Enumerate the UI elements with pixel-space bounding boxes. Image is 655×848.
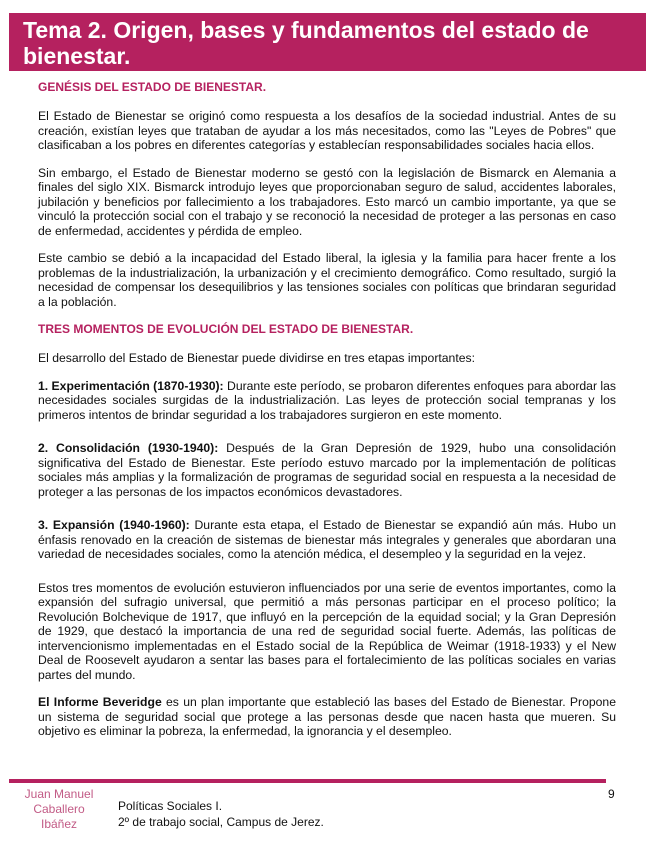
author-name [18,787,100,832]
section-heading-tres-momentos: TRES MOMENTOS DE EVOLUCIÓN DEL ESTADO DE BIENESTAR. [38,322,414,336]
stage-consolidacion [38,441,616,499]
stage-text: Después de la Gran Depresión de 1929, hubo una consolidación significativa del Estado de Bienestar. Este período estuvo marcado por la implementación de políticas sociales más amplias y la formalización de programas de seguridad social en respuesta a la necesidad de proteger a las personas de los impactos económicos devastadores. [38,441,616,499]
stage-text: Durante este período, se probaron diferentes enfoques para abordar las necesidades sociales surgidas de la industrialización. Las leyes de protección social tempranas y los primeros intentos de brindar seguridad a los trabajadores surgieron en este momento. [38,378,616,422]
paragraph: Sin embargo, el Estado de Bienestar moderno se gestó con la legislación de Bismarck en Alemania a finales del siglo XIX. Bismarck introdujo leyes que proporcionaban seguro de salud, accidentes laborales, jubilación y beneficios por fallecimiento a los trabajadores. Esto marcó un cambio importante, ya que se vinculó la protección social con el trabajo y se reconoció la necesidad de proteger a las personas en caso de enfermedad, accidentes y pérdida de empleo. [38,165,616,238]
course-name: Políticas Sociales I. [118,799,223,813]
footer-divider [9,779,606,783]
stage-expansion [38,518,616,562]
section-heading-genesis: GENÉSIS DEL ESTADO DE BIENESTAR. [38,80,267,94]
document-body [38,80,616,752]
paragraph: Este cambio se debió a la incapacidad del Estado liberal, la iglesia y la familia para hacer frente a los problemas de la industrialización, la urbanización y el crecimiento demográfico. Como resultado, surgió la necesidad de compensar los desequilibrios y las tensiones sociales con políticas que brindaran seguridad a la población. [38,251,616,309]
author-line: Ibáñez [40,817,78,831]
beveridge-text: es un plan importante que estableció las bases del Estado de Bienestar. Propone un sistema de seguridad social que protege a las personas desde que nacen hasta que mueren. Su objetivo es eliminar la pobreza, la enfermedad, la ignorancia y el desempleo. [38,695,616,738]
author-line: Juan Manuel [24,787,94,801]
course-info [118,798,324,830]
author-line: Caballero [33,802,85,816]
paragraph-beveridge [38,695,616,739]
document-title-text: Tema 2. Origen, bases y fundamentos del estado de bienestar. [23,17,589,69]
stage-label: 3. Expansión (1940-1960): [38,518,190,532]
beveridge-label: El Informe Beveridge [38,695,162,709]
paragraph-influences: Estos tres momentos de evolución estuvieron influenciados por una serie de eventos importantes, como la expansión del sufragio universal, que permitió a más personas participar en el proceso político; la Revolución Bolchevique de 1917, que influyó en la percepción de la equidad social; y la Gran Depresión de 1929, que destacó la importancia de una red de seguridad social fuerte. Además, las políticas de intervencionismo implementadas en el Estado social de la República de Weimar (1918-1933) y el New Deal de Roosevelt ayudaron a sentar las bases para el fortalecimiento de las políticas sociales en varias partes del mundo. [38,580,616,682]
paragraph: El Estado de Bienestar se originó como respuesta a los desafíos de la sociedad industrial. Antes de su creación, existían leyes que trataban de ayudar a los más necesitados, como las "Leyes de Pobres" que clasificaban a los pobres en diferentes categorías y establecían responsabilidades sociales hacia ellos. [38,109,616,152]
page-number: 9 [608,787,615,801]
document-title [9,13,646,71]
stage-experimentacion [38,379,616,423]
stage-label: 1. Experimentación (1870-1930): [38,378,224,393]
stage-text: Durante esta etapa, el Estado de Bienestar se expandió aún más. Hubo un énfasis renovado en la creación de sistemas de bienestar más integrales y generales que abordaran una variedad de necesidades sociales, como la atención médica, el desempleo y la seguridad en la vejez. [38,518,616,561]
stage-label: 2. Consolidación (1930-1940): [38,441,219,455]
paragraph-intro: El desarrollo del Estado de Bienestar puede dividirse en tres etapas importantes: [38,351,475,365]
course-details: 2º de trabajo social, Campus de Jerez. [118,815,324,829]
